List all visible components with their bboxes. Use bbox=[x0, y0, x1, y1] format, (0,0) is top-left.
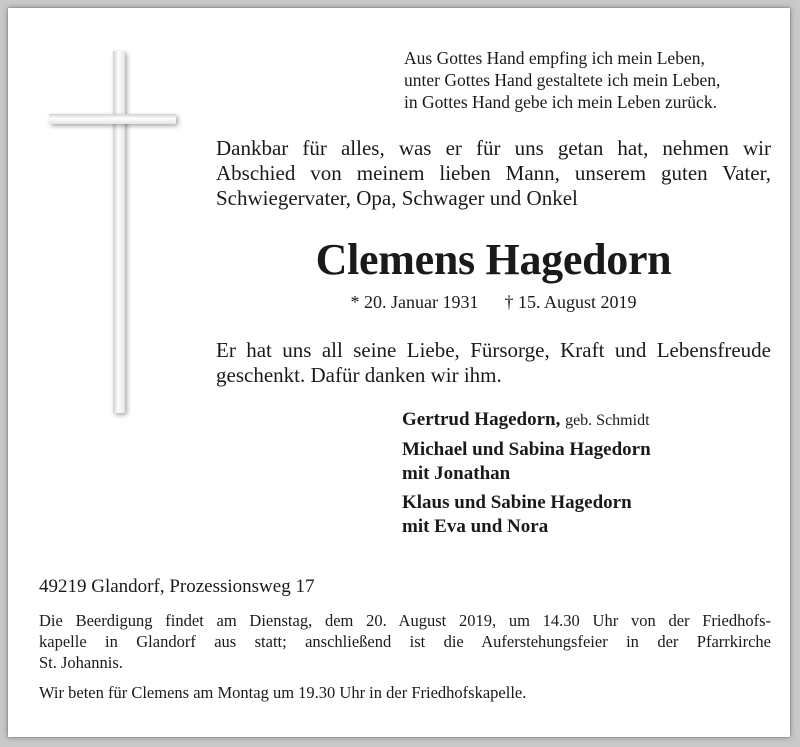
burial-line: Die Beerdigung findet am Dienstag, dem 20. August 2019, um 14.30 Uhr von der Friedhofs- bbox=[39, 611, 771, 630]
thanks-line: geschenkt. Dafür danken wir ihm. bbox=[216, 363, 502, 387]
mourner-entry bbox=[402, 408, 782, 433]
mourner-name: Gertrud Hagedorn, bbox=[402, 409, 561, 430]
mourner-name: mit Jonathan bbox=[402, 463, 511, 484]
intro-line: Abschied von meinem lieben Mann, unserem guten Vater, bbox=[216, 161, 771, 185]
motto-line: Aus Gottes Hand empfing ich mein Leben, bbox=[404, 48, 705, 68]
burial-notice bbox=[39, 610, 771, 673]
motto-line: unter Gottes Hand gestaltete ich mein Leben, bbox=[404, 70, 721, 90]
deceased-name: Clemens Hagedorn bbox=[315, 235, 672, 284]
life-dates bbox=[216, 291, 771, 313]
burial-line: St. Johannis. bbox=[39, 653, 123, 672]
thanks-text bbox=[216, 338, 771, 388]
intro-line: Schwiegervater, Opa, Schwager und Onkel bbox=[216, 186, 578, 210]
obituary-card bbox=[8, 8, 790, 737]
address: 49219 Glandorf, Prozessionsweg 17 bbox=[39, 576, 315, 597]
mourner-entry bbox=[402, 491, 782, 539]
mourners-list bbox=[402, 408, 782, 544]
birth-date: * 20. Januar 1931 bbox=[350, 292, 479, 312]
motto-verse bbox=[404, 47, 764, 113]
prayer-notice: Wir beten für Clemens am Montag um 19.30 Uhr in der Friedhofskapelle. bbox=[39, 683, 527, 702]
mourner-name: Klaus und Sabine Hagedorn bbox=[402, 492, 632, 513]
mourner-name: mit Eva und Nora bbox=[402, 516, 549, 537]
thanks-line: Er hat uns all seine Liebe, Fürsorge, Kraft und Lebensfreude bbox=[216, 338, 771, 362]
burial-line: kapelle in Glandorf aus statt; anschließend ist die Auferstehungsfeier in der Pfarrkirche bbox=[39, 632, 771, 651]
death-date: † 15. August 2019 bbox=[504, 292, 637, 312]
intro-line: Dankbar für alles, was er für uns getan hat, nehmen wir bbox=[216, 136, 771, 160]
cross-vertical-beam bbox=[113, 51, 125, 413]
motto-line: in Gottes Hand gebe ich mein Leben zurück. bbox=[404, 92, 717, 112]
cross-horizontal-beam bbox=[49, 114, 176, 124]
intro-text bbox=[216, 136, 771, 211]
maiden-name: geb. Schmidt bbox=[565, 412, 650, 429]
mourner-entry bbox=[402, 438, 782, 486]
mourner-name: Michael und Sabina Hagedorn bbox=[402, 439, 651, 460]
